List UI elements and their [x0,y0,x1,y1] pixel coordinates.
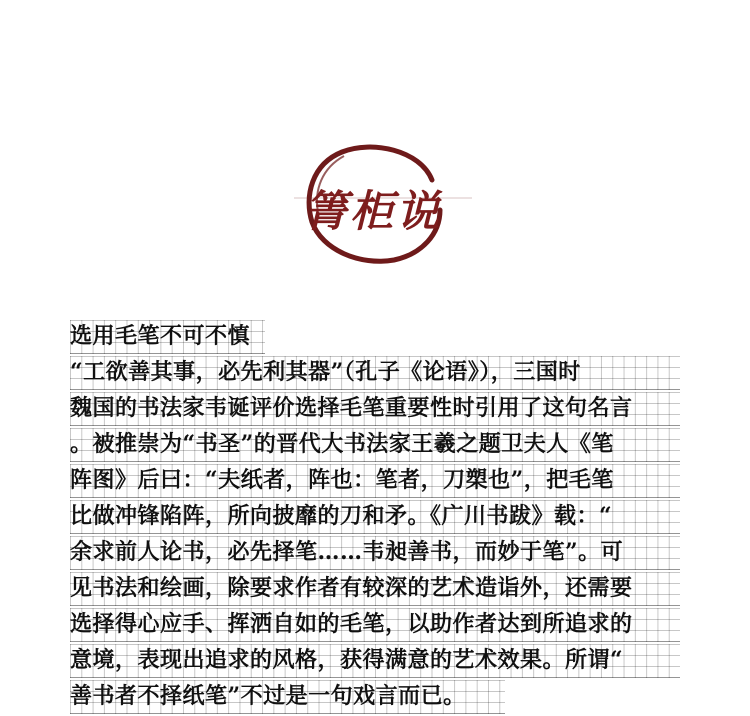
article-line-9: 意境，表现出追求的风格，获得满意的艺术效果。所谓“ [70,644,680,678]
article-line-5: 比做冲锋陷阵，所向披靡的刀和矛。《广川书跋》载：“ [70,500,680,534]
article-body [70,320,680,716]
article-line-8: 选择得心应手、挥洒自如的毛笔，以助作者达到所追求的 [70,608,680,642]
article-line-3: 。被推崇为“书圣”的晋代大书法家王羲之题卫夫人《笔 [70,428,680,462]
article-line-1: “工欲善其事，必先利其器”（孔子《论语》），三国时 [70,356,680,390]
brand-logo [282,138,472,273]
logo-title: 箐柜说 [304,187,442,237]
article-title: 选用毛笔不可不慎 [70,320,265,354]
article-line-10: 善书者不择纸笔”不过是一句戏言而已。 [70,680,505,714]
article-line-7: 见书法和绘画，除要求作者有较深的艺术造诣外，还需要 [70,572,680,606]
article-line-4: 阵图》后曰：“夫纸者，阵也：笔者，刀槊也”，把毛笔 [70,464,680,498]
article-line-2: 魏国的书法家韦诞评价选择毛笔重要性时引用了这句名言 [70,392,680,426]
article-line-6: 余求前人论书，必先择笔……韦昶善书，而妙于笔”。可 [70,536,680,570]
